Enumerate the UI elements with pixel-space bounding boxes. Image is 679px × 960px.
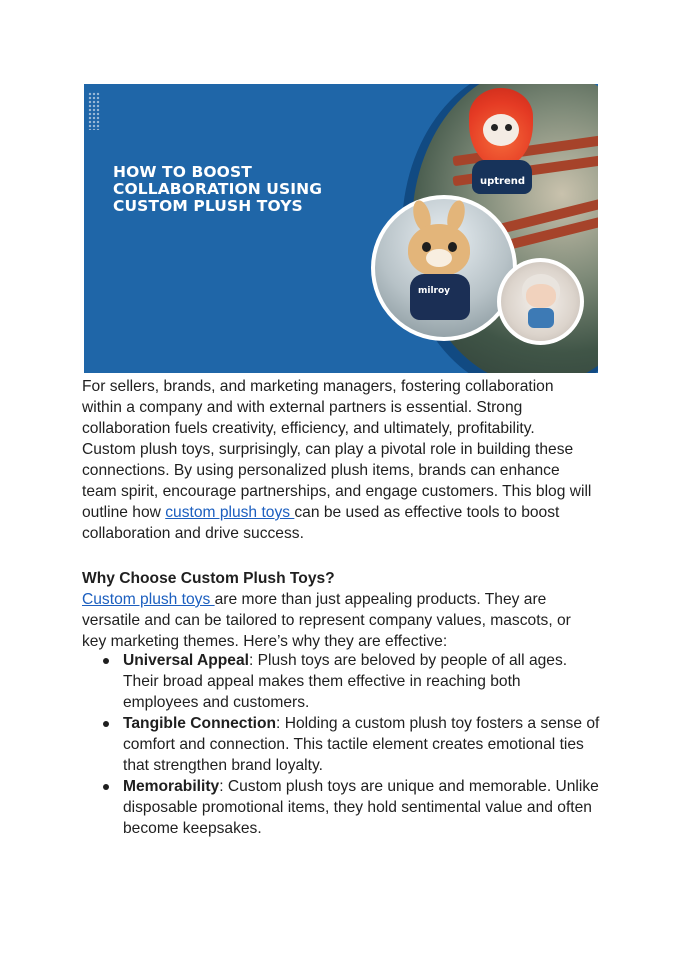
list-item bbox=[82, 650, 593, 713]
mascot-eye bbox=[448, 242, 457, 252]
section-paragraph bbox=[82, 589, 592, 652]
bullet-icon bbox=[103, 721, 109, 727]
banner-title: HOW TO BOOST COLLABORATION USING CUSTOM PLUSH TOYS bbox=[113, 163, 323, 215]
intro-paragraph bbox=[82, 376, 592, 544]
custom-plush-toys-link[interactable]: custom plush toys bbox=[165, 504, 295, 521]
dot-pattern bbox=[88, 92, 100, 130]
hero-banner bbox=[84, 84, 598, 373]
section-text: are more than just appealing products. They are versatile and can be tailored to represent company values, mascots, or key marketing themes. Here’s why they are effective: bbox=[82, 591, 571, 650]
benefits-list bbox=[82, 650, 602, 839]
custom-plush-toys-link[interactable]: Custom plush toys bbox=[82, 591, 215, 608]
elf-mascot bbox=[526, 284, 556, 308]
shirt-logo-uptrend: uptrend bbox=[480, 176, 526, 187]
flame-mascot-face bbox=[483, 114, 519, 146]
mascot-eye bbox=[491, 124, 498, 131]
list-item-title: Memorability bbox=[123, 778, 220, 795]
mascot-eye bbox=[422, 242, 431, 252]
bullet-icon bbox=[103, 784, 109, 790]
list-item-title: Universal Appeal bbox=[123, 652, 249, 669]
bunny-mascot-shirt bbox=[410, 274, 470, 320]
list-item bbox=[82, 713, 603, 776]
section-heading: Why Choose Custom Plush Toys? bbox=[82, 570, 335, 587]
bullet-icon bbox=[103, 658, 109, 664]
list-item-title: Tangible Connection bbox=[123, 715, 277, 732]
mascot-eye bbox=[505, 124, 512, 131]
intro-text: For sellers, brands, and marketing managers, fostering collaboration within a company and with external partners is essential. Strong collaboration fuels creativity, efficiency, and ultimately, profitability. Custom plush toys, surprisingly, can play a pivotal role in building these connections. By using personalized plush items, brands can enhance team spirit, encourage partnerships, and engage customers. This blog will outline how bbox=[82, 378, 592, 521]
list-item-text: : Custom plush toys are unique and memorable. Unlike disposable promotional items, they hold sentimental value and often become keepsakes. bbox=[123, 778, 599, 837]
list-item-text: : Plush toys are beloved by people of all ages. Their broad appeal makes them effective in reaching both employees and customers. bbox=[123, 652, 568, 711]
intro-text-end: can be used as effective tools to boost collaboration and drive success. bbox=[82, 504, 560, 542]
bunny-muzzle bbox=[426, 249, 452, 267]
elf-mascot-body bbox=[528, 308, 554, 328]
list-item-text: : Holding a custom plush toy fosters a sense of comfort and connection. This tactile element creates emotional ties that strengthen brand loyalty. bbox=[123, 715, 600, 774]
list-item bbox=[82, 776, 608, 839]
shirt-logo-milroy: milroy bbox=[418, 286, 451, 296]
